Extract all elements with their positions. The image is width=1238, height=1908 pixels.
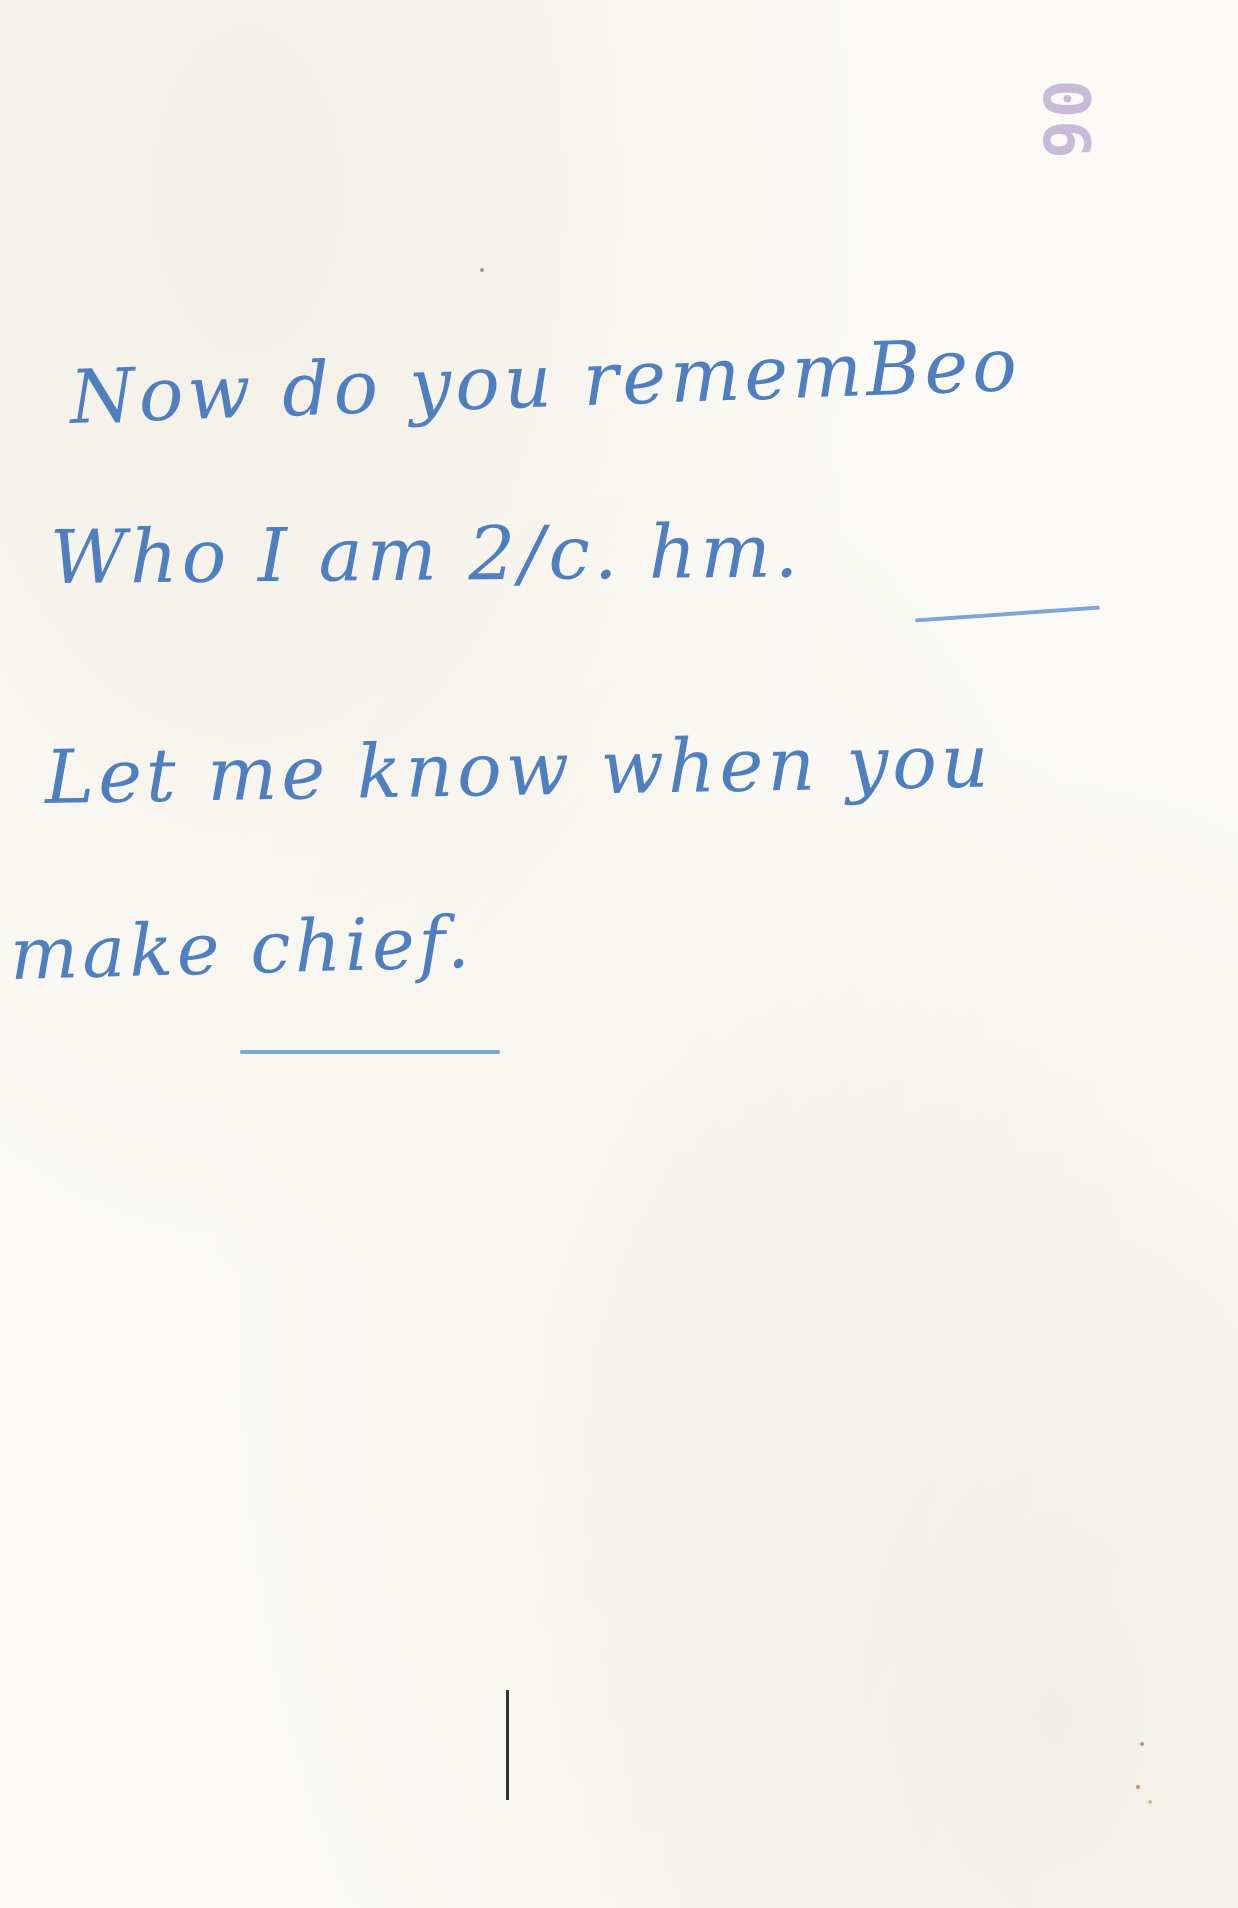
handwritten-line-1: Now do you rememBeo [68,321,1023,441]
pencil-mark [506,1690,509,1800]
underline-hm [915,606,1100,623]
handwritten-line-4: make chief. [8,899,475,996]
underline-chief [240,1050,500,1054]
stamp-number: 06 [1028,79,1102,161]
paper-speck [1136,1785,1140,1789]
handwritten-line-3: Let me know when you [44,718,994,821]
paper-speck [1148,1800,1152,1804]
paper-speck [1140,1742,1144,1746]
paper-speck [480,268,484,272]
handwritten-line-2: Who I am 2/c. hm. [49,508,803,601]
